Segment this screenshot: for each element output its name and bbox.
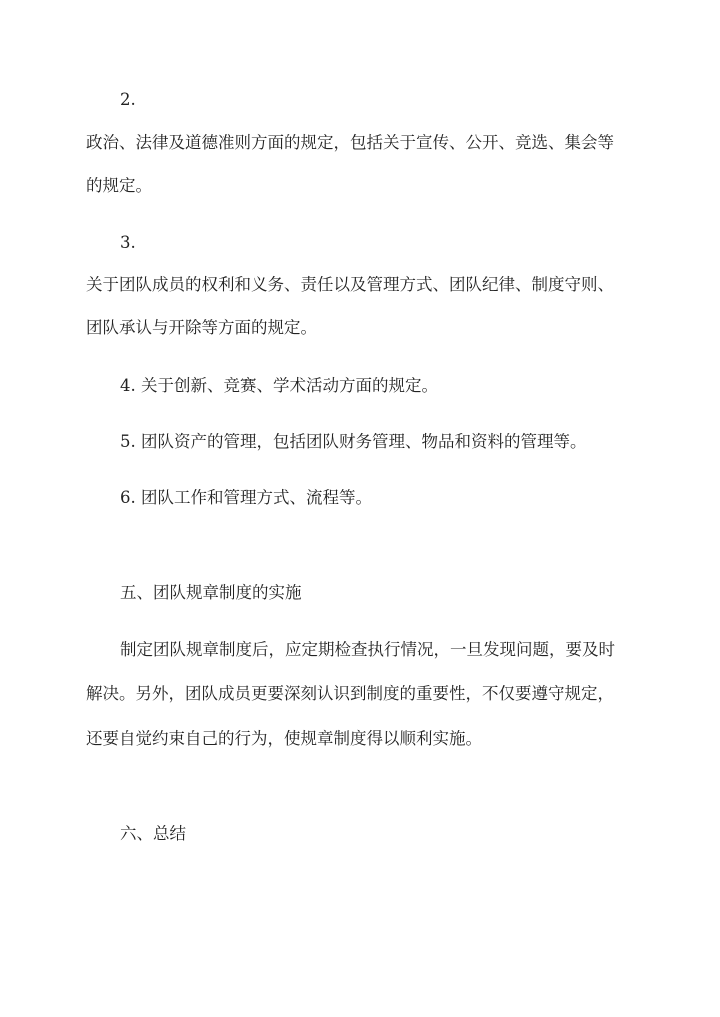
item-4: 4. 关于创新、竞赛、学术活动方面的规定。: [120, 376, 438, 395]
item-3-text-line-2: 团队承认与开除等方面的规定。: [86, 318, 317, 337]
item-6: 6. 团队工作和管理方式、流程等。: [120, 488, 372, 507]
item-5: 5. 团队资产的管理，包括团队财务管理、物品和资料的管理等。: [120, 432, 587, 451]
section-6-heading: 六、总结: [120, 824, 186, 843]
section-5-line-1: 制定团队规章制度后，应定期检查执行情况，一旦发现问题，要及时: [120, 640, 615, 659]
item-3-text-line-1: 关于团队成员的权利和义务、责任以及管理方式、团队纪律、制度守则、: [86, 275, 614, 294]
section-5-line-3: 还要自觉约束自己的行为，使规章制度得以顺利实施。: [86, 729, 482, 748]
item-2-number: 2.: [120, 90, 136, 109]
item-3-number: 3.: [120, 233, 136, 252]
item-2-text-line-1: 政治、法律及道德准则方面的规定，包括关于宣传、公开、竞选、集会等: [86, 133, 614, 152]
section-5-heading: 五、团队规章制度的实施: [120, 583, 302, 602]
section-5-line-2: 解决。另外，团队成员更要深刻认识到制度的重要性，不仅要遵守规定，: [86, 684, 614, 703]
item-2-text-line-2: 的规定。: [86, 176, 152, 195]
